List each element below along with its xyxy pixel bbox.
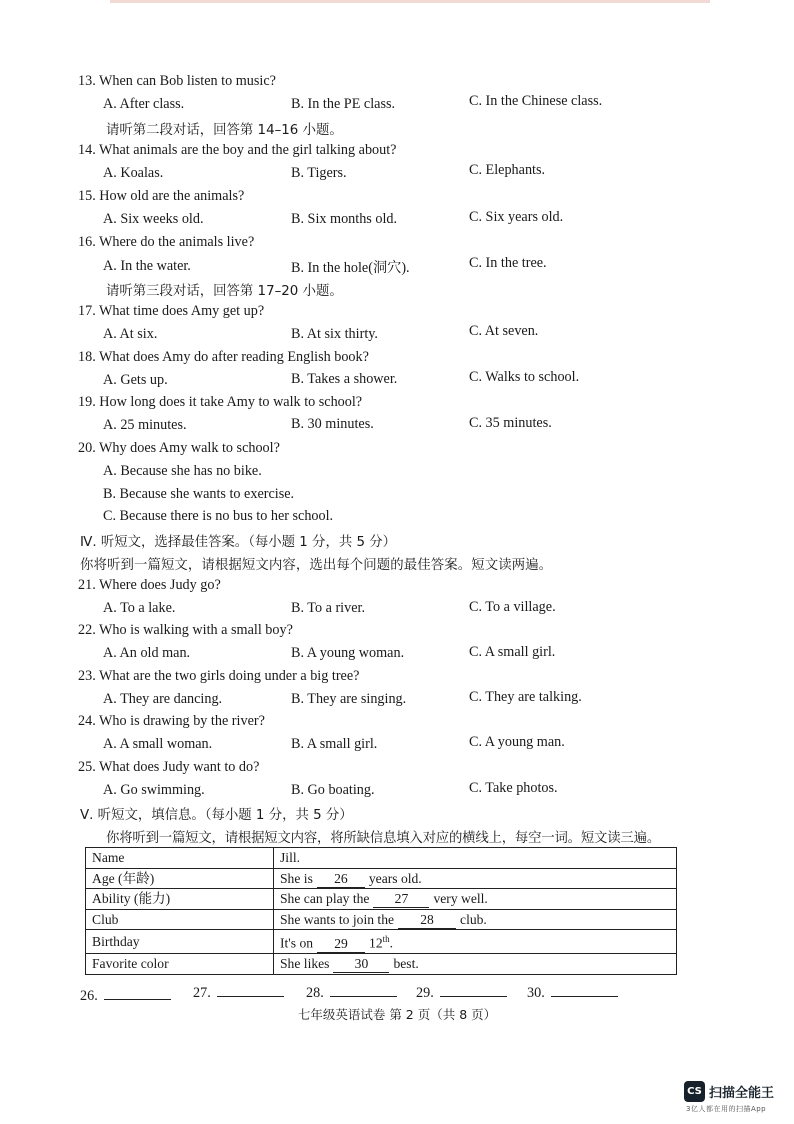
q13-option-b: B. In the PE class.: [291, 96, 396, 112]
row-content: [274, 889, 677, 910]
ordinal-suffix: th: [382, 934, 390, 945]
q22-option-b: B. A young woman.: [291, 645, 405, 661]
answer-label: 26.: [80, 988, 98, 1004]
row-label: Age (年龄): [86, 868, 274, 889]
q14-option-a: A. Koalas.: [103, 165, 164, 181]
question-17: 17. What time does Amy get up?: [78, 303, 265, 319]
q20-option-a: A. Because she has no bike.: [103, 463, 262, 479]
camscanner-name: 扫描全能王: [709, 1086, 775, 1101]
question-15: 15. How old are the animals?: [78, 188, 245, 204]
page-footer: 七年级英语试卷 第 2 页（共 8 页）: [297, 1007, 497, 1022]
q25-option-c: C. Take photos.: [469, 780, 558, 796]
answer-line[interactable]: [440, 982, 507, 997]
blank-26: 26: [317, 871, 365, 888]
q19-option-c: C. 35 minutes.: [469, 415, 552, 431]
q24-option-c: C. A young man.: [469, 734, 565, 750]
info-table: [85, 847, 677, 975]
q24-option-b: B. A small girl.: [291, 736, 378, 752]
question-18: 18. What does Amy do after reading English book?: [78, 349, 369, 365]
answer-line[interactable]: [104, 985, 171, 1000]
blank-29: 29: [317, 936, 365, 953]
q25-option-a: A. Go swimming.: [103, 782, 205, 798]
table-row: [86, 889, 677, 910]
row-text: She can play the: [280, 891, 370, 907]
question-13: 13. When can Bob listen to music?: [78, 73, 276, 89]
q23-option-b: B. They are singing.: [291, 691, 407, 707]
row-text: years old.: [368, 870, 422, 886]
q21-option-c: C. To a village.: [469, 599, 556, 615]
q22-option-c: C. A small girl.: [469, 644, 556, 660]
row-label: Club: [86, 909, 274, 930]
q14-option-c: C. Elephants.: [469, 162, 546, 178]
q25-option-b: B. Go boating.: [291, 782, 375, 798]
q22-option-a: A. An old man.: [103, 645, 191, 661]
row-text: It's on: [280, 935, 314, 951]
camscanner-tagline: 3亿人都在用的扫描App: [686, 1105, 767, 1113]
q17-option-b: B. At six thirty.: [291, 326, 378, 342]
row-content: [274, 930, 677, 954]
scan-edge-mark: [110, 0, 710, 3]
q16-option-a: A. In the water.: [103, 258, 191, 274]
row-text: She likes: [280, 956, 330, 972]
q19-option-b: B. 30 minutes.: [291, 416, 374, 432]
row-text: .: [389, 935, 394, 951]
answer-29: [416, 982, 507, 1002]
row-content: [274, 909, 677, 930]
q17-option-c: C. At seven.: [469, 323, 539, 339]
answer-27: [193, 982, 284, 1002]
section-4-instruction: 你将听到一篇短文，请根据短文内容，选出每个问题的最佳答案。短文读两遍。: [80, 558, 553, 573]
row-text: best.: [393, 956, 419, 972]
answer-label: 30.: [527, 985, 545, 1001]
section-5-instruction: 你将听到一篇短文，请根据短文内容，将所缺信息填入对应的横线上，每空一词。短文读三遍。: [106, 831, 661, 846]
question-21: 21. Where does Judy go?: [78, 577, 221, 593]
row-label: Favorite color: [86, 953, 274, 974]
row-text: very well.: [433, 891, 488, 907]
row-label: Birthday: [86, 930, 274, 954]
table-row: [86, 868, 677, 889]
question-16: 16. Where do the animals live?: [78, 234, 255, 250]
answer-line[interactable]: [551, 982, 618, 997]
q19-option-a: A. 25 minutes.: [103, 417, 187, 433]
subnote-second-dialogue: 请听第二段对话，回答第 14–16 小题。: [106, 123, 343, 138]
row-text: She wants to join the: [280, 912, 395, 928]
q18-option-c: C. Walks to school.: [469, 369, 580, 385]
q15-option-a: A. Six weeks old.: [103, 211, 204, 227]
question-24: 24. Who is drawing by the river?: [78, 713, 265, 729]
answer-line[interactable]: [330, 982, 397, 997]
q23-option-c: C. They are talking.: [469, 689, 582, 705]
table-row: [86, 930, 677, 954]
row-content: [274, 848, 677, 869]
question-25: 25. What does Judy want to do?: [78, 759, 260, 775]
row-label: Name: [86, 848, 274, 869]
table-row: [86, 953, 677, 974]
camscanner-logo-icon: CS: [684, 1081, 705, 1102]
answer-label: 29.: [416, 985, 434, 1001]
q13-option-c: C. In the Chinese class.: [469, 93, 603, 109]
row-content: [274, 953, 677, 974]
row-text: She is: [280, 870, 313, 886]
q23-option-a: A. They are dancing.: [103, 691, 223, 707]
question-20: 20. Why does Amy walk to school?: [78, 440, 280, 456]
q21-option-a: A. To a lake.: [103, 600, 176, 616]
q16-option-c: C. In the tree.: [469, 255, 547, 271]
q16-option-b: B. In the hole(洞穴).: [291, 260, 410, 276]
row-text: Jill.: [280, 850, 301, 866]
answer-label: 28.: [306, 985, 324, 1001]
table-row: [86, 848, 677, 869]
q14-option-b: B. Tigers.: [291, 165, 347, 181]
q20-option-c: C. Because there is no bus to her school.: [103, 508, 334, 524]
blank-30: 30: [333, 956, 389, 973]
row-label: Ability (能力): [86, 889, 274, 910]
answer-26: [80, 985, 171, 1005]
table-row: [86, 909, 677, 930]
answer-28: [306, 982, 397, 1002]
blank-27: 27: [373, 891, 429, 908]
q18-option-b: B. Takes a shower.: [291, 371, 398, 387]
answer-30: [527, 982, 618, 1002]
q21-option-b: B. To a river.: [291, 600, 366, 616]
q17-option-a: A. At six.: [103, 326, 158, 342]
question-14: 14. What animals are the boy and the girl talking about?: [78, 142, 397, 158]
section-4-title: Ⅳ. 听短文，选择最佳答案。（每小题 1 分，共 5 分）: [80, 535, 397, 550]
question-19: 19. How long does it take Amy to walk to school?: [78, 394, 363, 410]
answer-line[interactable]: [217, 982, 284, 997]
row-text: club.: [460, 912, 487, 928]
row-text: 12: [369, 935, 383, 951]
answer-label: 27.: [193, 985, 211, 1001]
q18-option-a: A. Gets up.: [103, 372, 168, 388]
q15-option-b: B. Six months old.: [291, 211, 398, 227]
q15-option-c: C. Six years old.: [469, 209, 564, 225]
row-content: [274, 868, 677, 889]
question-23: 23. What are the two girls doing under a big tree?: [78, 668, 360, 684]
q24-option-a: A. A small woman.: [103, 736, 213, 752]
section-5-title: Ⅴ. 听短文，填信息。（每小题 1 分，共 5 分）: [80, 808, 353, 823]
subnote-third-dialogue: 请听第三段对话，回答第 17–20 小题。: [106, 284, 343, 299]
question-22: 22. Who is walking with a small boy?: [78, 622, 293, 638]
q13-option-a: A. After class.: [103, 96, 185, 112]
blank-28: 28: [398, 912, 456, 929]
q20-option-b: B. Because she wants to exercise.: [103, 486, 295, 502]
